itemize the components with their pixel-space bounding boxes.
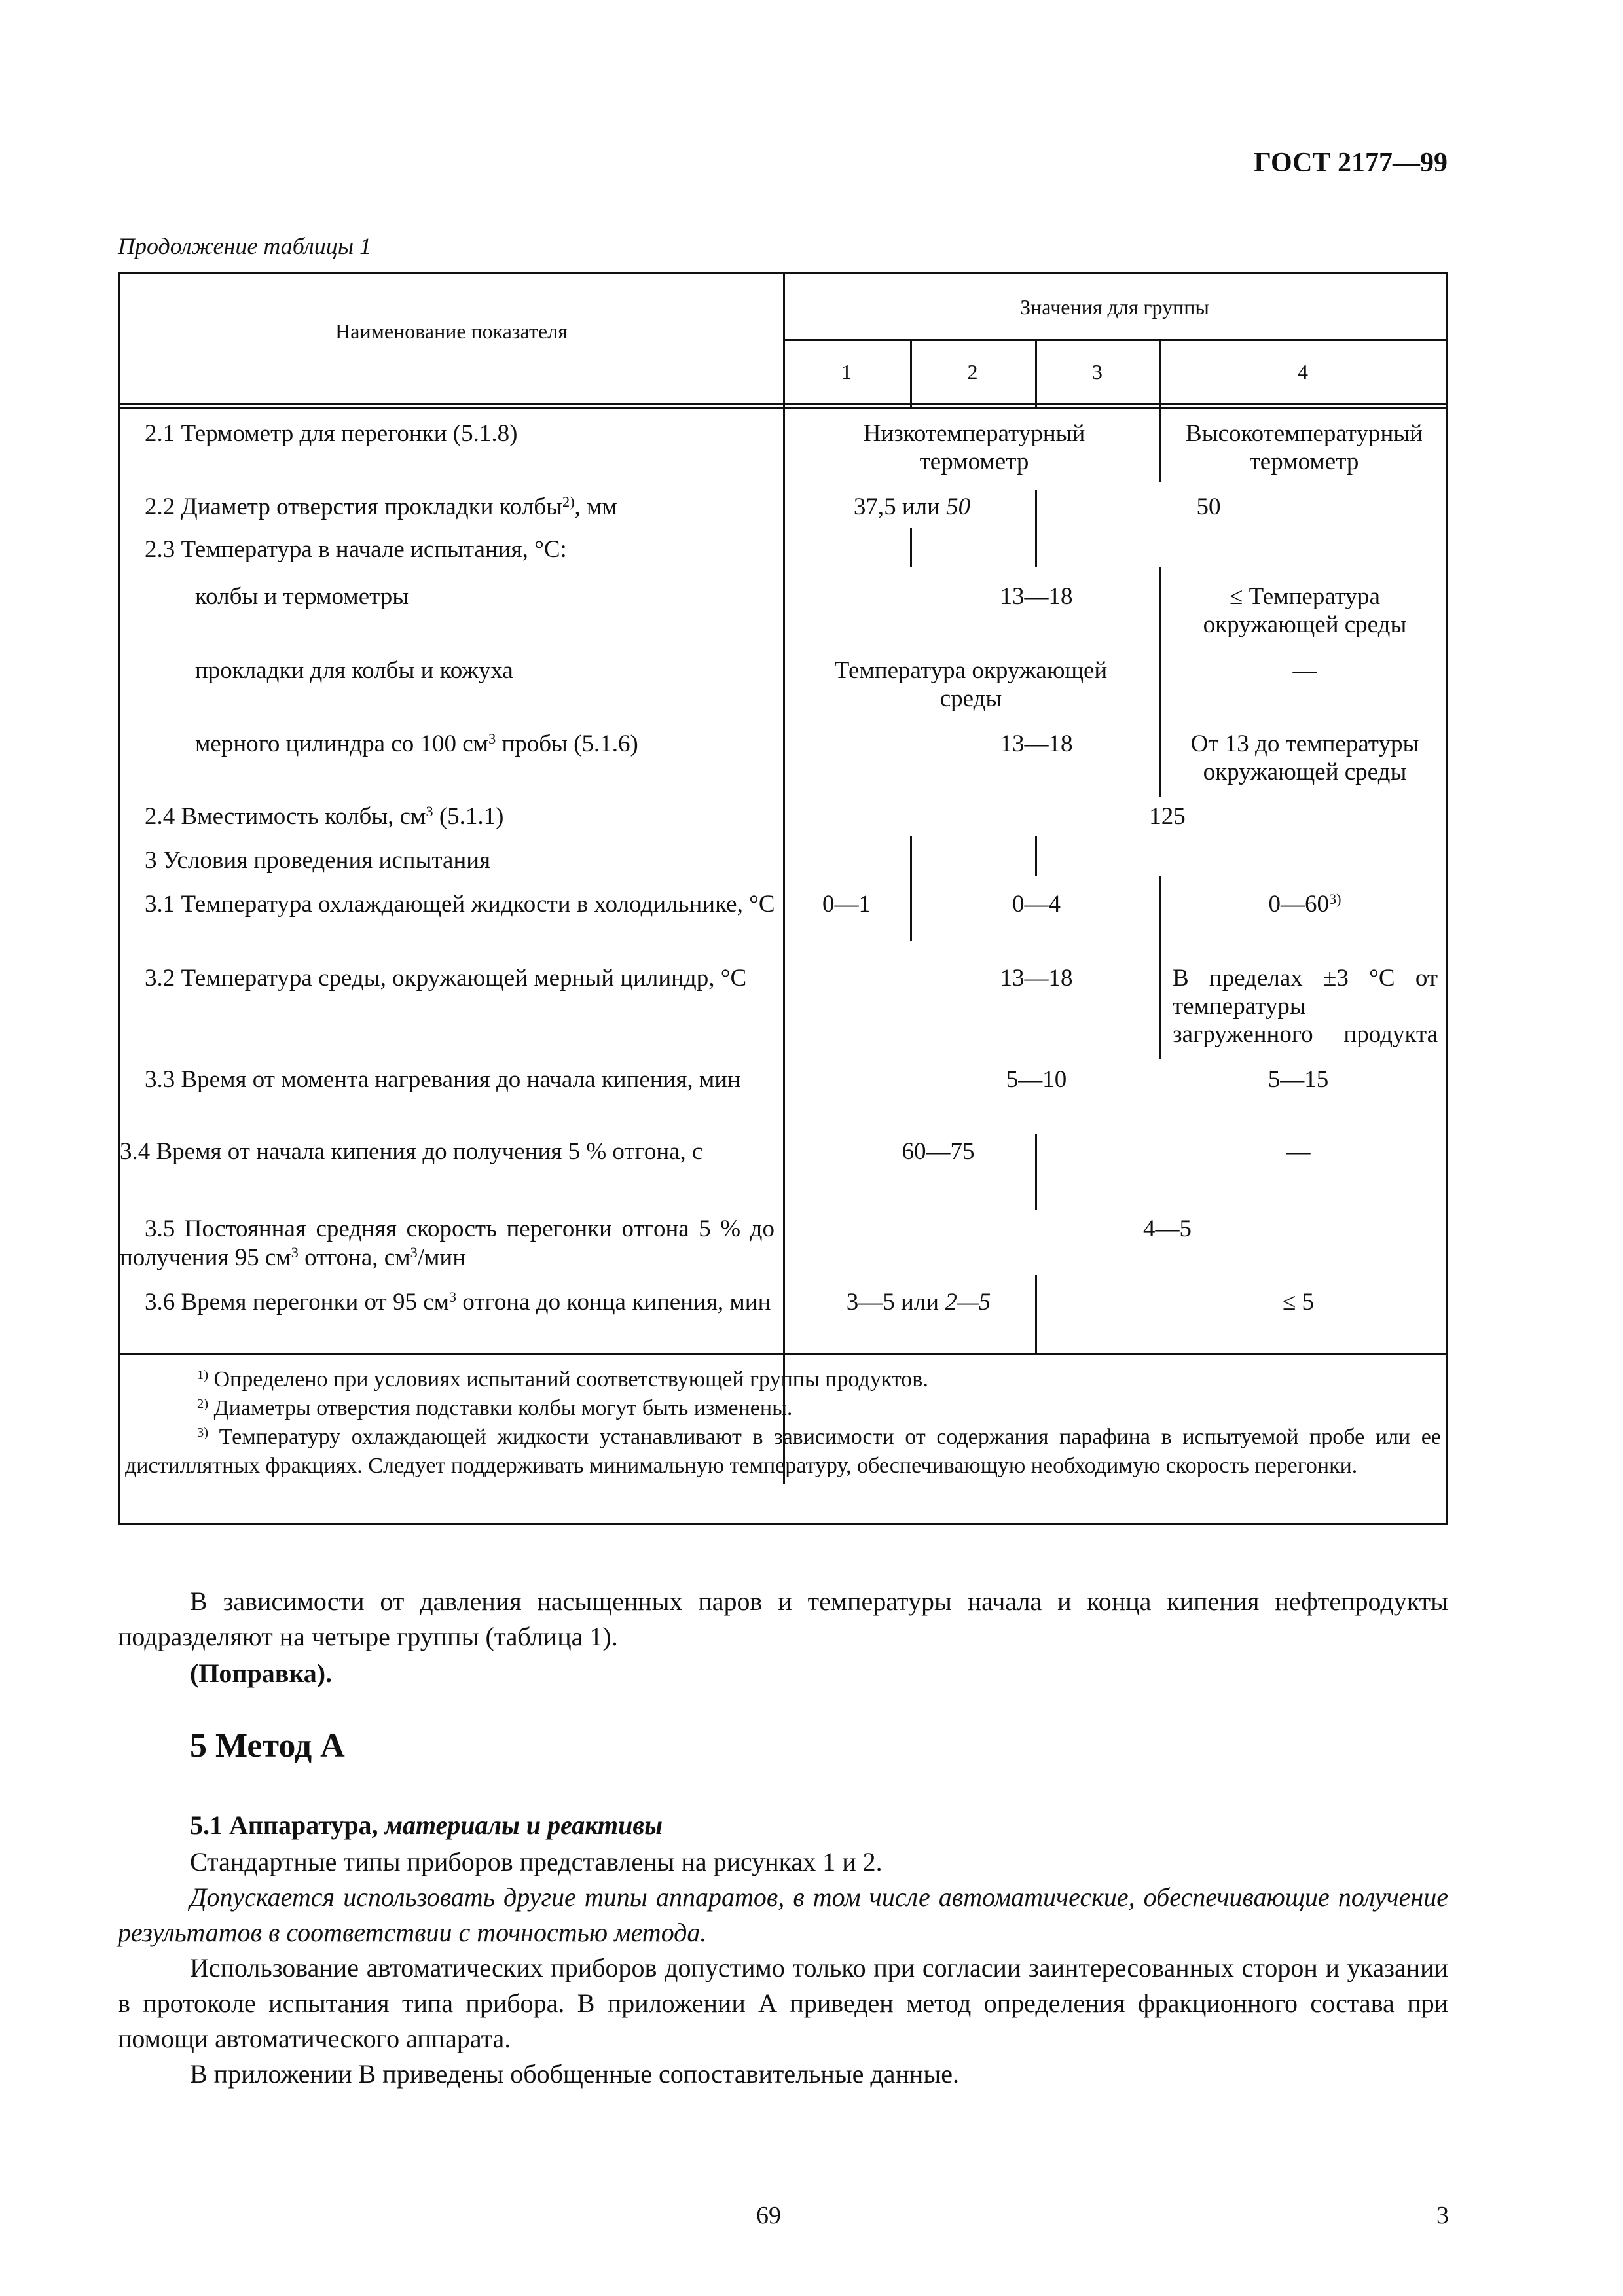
seg-2-1 xyxy=(1159,407,1161,482)
seg-2-3a xyxy=(910,528,912,567)
footnote-2: $^{2)}$ Диаметры отверстия подставки колбы могут быть изменены. xyxy=(197,1396,793,1420)
row-3-5-all-groups: 4—5 xyxy=(1143,1215,1192,1242)
seg-3b xyxy=(1035,836,1037,876)
row-2-3-gasket-label: прокладки для колбы и кожуха xyxy=(195,657,513,684)
paragraph-other-types: Допускается использовать другие типы аппаратов, в том числе автоматические, обеспечивающие получение результатов в соответствии с точностью метода. xyxy=(118,1882,1448,1947)
footnote-3: $^{3)}$ Температуру охлаждающей жидкости устанавливают в зависимости от содержания парафина в испытуемой пробе или ее дистиллятных фракциях. Следует поддерживать минимальную температуру, обеспечивающую необходимую скорость перегонки. xyxy=(125,1425,1441,1478)
footnote-separator xyxy=(120,1353,1446,1355)
section-title: 5 Метод А xyxy=(190,1727,345,1765)
row-3-4-group-4: — xyxy=(1286,1138,1311,1165)
row-2-1-groups-1-3: Низкотемпературный термометр xyxy=(863,420,1085,475)
document-code: ГОСТ 2177—99 xyxy=(1254,148,1448,178)
row-3-2-groups-1-3: 13—18 xyxy=(1000,965,1073,992)
row-3-6-group-4: ≤ 5 xyxy=(1282,1289,1315,1316)
paragraph-groups: В зависимости от давления насыщенных паров и температуры начала и конца кипения нефтепродукты подразделяют на четыре группы (таблица 1). xyxy=(118,1587,1448,1651)
row-2-4-label: 2.4 Вместимость колбы, $см^3$ (5.1.1) xyxy=(145,802,504,830)
seg-2-2 xyxy=(1035,490,1037,528)
seg-2-3-sub xyxy=(1159,567,1161,797)
row-3-2-group-4: В пределах ±3 °С от температуры загруженного продукта xyxy=(1173,965,1438,1048)
footnote-1: $^{1)}$ Определено при условиях испытаний соответствующей группы продуктов. xyxy=(197,1367,928,1391)
row-3-1-label: 3.1 Температура охлаждающей жидкости в холодильнике, °С xyxy=(145,891,775,918)
correction-note: (Поправка). xyxy=(190,1659,333,1688)
paragraph-automatic: Использование автоматических приборов допустимо только при согласии заинтересованных сторон и указании в протоколе испытания типа прибора. В приложении А приведен метод определения фракционного состава при помощи автоматического аппарата. xyxy=(118,1953,1448,2053)
seg-3a xyxy=(910,836,912,876)
paragraph-appendix-b: В приложении В приведены обобщенные сопоставительные данные. xyxy=(190,2059,959,2089)
row-3-6-label: 3.6 Время перегонки от 95 $см^3$ отгона до конца кипения, мин xyxy=(145,1288,771,1316)
seg-3-4 xyxy=(1035,1134,1037,1210)
seg-3-6 xyxy=(1035,1275,1037,1354)
row-2-1-group-4: Высокотемпературный термометр xyxy=(1186,420,1423,475)
values-group-header: Значения для группы xyxy=(1020,295,1209,319)
name-column-divider xyxy=(783,274,785,407)
parameters-table xyxy=(118,272,1448,1525)
row-2-3-flask-groups-1-3: 13—18 xyxy=(1000,583,1073,610)
row-3-2-label: 3.2 Температура среды, окружающей мерный цилиндр, °С xyxy=(145,965,747,992)
row-3-5-label: 3.5 Постоянная средняя скорость перегонки отгона 5 % до получения 95 $см^3$ отгона, $см^3$/мин xyxy=(120,1215,775,1271)
header-divider xyxy=(783,339,1448,341)
page-number-right: 3 xyxy=(1436,2202,1449,2229)
row-3-1-group-1: 0—1 xyxy=(822,891,871,918)
row-2-3-cylinder-label: мерного цилиндра со 100 $см^3$ пробы (5.1.6) xyxy=(195,730,638,757)
col-name-header: Наименование показателя xyxy=(335,319,568,343)
row-2-1-label: 2.1 Термометр для перегонки (5.1.8) xyxy=(145,420,518,447)
row-3-3-groups-1-3: 5—10 xyxy=(1006,1066,1067,1093)
row-3-1-group-4: 0—60$^{3)}$ xyxy=(1268,890,1341,918)
row-3-label: 3 Условия проведения испытания xyxy=(145,847,491,874)
group-col-2: 2 xyxy=(967,360,978,384)
row-3-3-group-4: 5—15 xyxy=(1267,1066,1329,1093)
subsection-title: 5.1 Аппаратура, материалы и реактивы xyxy=(190,1810,663,1840)
row-3-6-groups-1-2: 3—5 или 2—5 xyxy=(846,1289,991,1316)
row-3-4-groups-1-2: 60—75 xyxy=(902,1138,975,1165)
row-2-3-gasket-group-4: — xyxy=(1292,657,1317,684)
row-2-2-group-4: 50 xyxy=(1196,493,1221,520)
row-3-3-label: 3.3 Время от момента нагревания до начала кипения, мин xyxy=(145,1066,740,1093)
seg-3-1a xyxy=(910,876,912,941)
seg-3-1b xyxy=(1159,876,1161,1059)
row-2-3-cylinder-group-4: От 13 до температуры окружающей среды xyxy=(1190,730,1419,785)
row-3-4-label: 3.4 Время от начала кипения до получения 5 % отгона, с xyxy=(120,1138,703,1165)
row-2-3-flask-group-4: ≤ Температура окружающей среды xyxy=(1203,583,1407,638)
row-2-4-all-groups: 125 xyxy=(1149,803,1186,830)
group-col-4: 4 xyxy=(1298,360,1308,384)
group-col-3: 3 xyxy=(1092,360,1103,384)
row-2-2-groups-1-2: 37,5 или 50 xyxy=(853,493,971,520)
group-col-1: 1 xyxy=(841,360,852,384)
page-number-center: 69 xyxy=(756,2202,781,2229)
row-2-3-flask-label: колбы и термометры xyxy=(195,583,409,610)
row-3-1-groups-2-3: 0—4 xyxy=(1012,891,1061,918)
paragraph-standard-types: Стандартные типы приборов представлены на рисунках 1 и 2. xyxy=(190,1847,883,1876)
row-2-3-cylinder-groups-1-3: 13—18 xyxy=(1000,730,1073,757)
table-continuation-label: Продолжение таблицы 1 xyxy=(118,233,372,259)
row-2-3-label: 2.3 Температура в начале испытания, °С: xyxy=(145,536,567,563)
row-2-2-label: 2.2 Диаметр отверстия прокладки колбы$^{2)}$, мм xyxy=(145,493,617,520)
row-2-3-gasket-groups-1-3: Температура окружающей среды xyxy=(834,657,1108,712)
body-name-divider xyxy=(783,407,785,1484)
seg-2-3b xyxy=(1035,528,1037,567)
